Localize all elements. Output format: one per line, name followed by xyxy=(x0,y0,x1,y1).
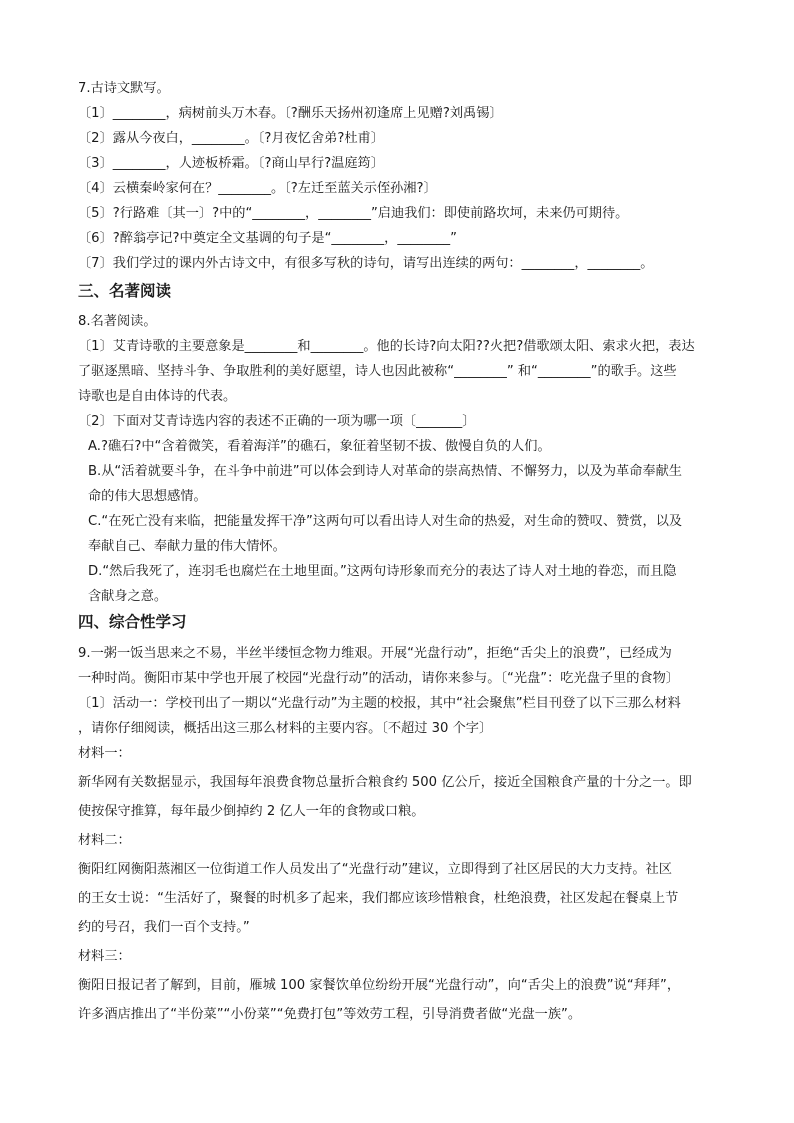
q8-option-a: A.?礁石?中“含着微笑，看着海洋”的礁石，象征着坚韧不拔、傲慢自负的人们。 xyxy=(88,439,551,454)
q8-part1-line: 〔1〕艾青诗歌的主要意象是________和________。他的长诗?向太阳??火把?借歌颂太阳、索求火把，表达 xyxy=(78,339,695,354)
q8-option-d-cont: 含献身之意。 xyxy=(88,589,168,604)
q8-option-c-cont: 奉献自己、奉献力量的伟大情怀。 xyxy=(88,539,286,554)
q8-option-d: D.“然后我死了，连羽毛也腐烂在土地里面。”这两句诗形象而充分的表达了诗人对土地的眷恋，而且隐 xyxy=(88,564,677,579)
material-1-text: 使按保守推算，每年最少倒掉约 2 亿人一年的食物或口粮。 xyxy=(78,804,425,819)
q7-item-2: 〔2〕露从今夜白，________。〔?月夜忆舍弟?杜甫〕 xyxy=(78,131,384,146)
q9-activity1-line: ，请你仔细阅读，概括出这三那么材料的主要内容。〔不超过 30 个字〕 xyxy=(78,721,493,736)
material-3-label: 材料三： xyxy=(78,949,131,964)
q9-intro-line: 一种时尚。衡阳市某中学也开展了校园“光盘行动”的活动，请你来参与。〔“光盘”：吃光盘子里的食物〕 xyxy=(78,671,679,686)
material-2-text: 衡阳红网衡阳蒸湘区一位街道工作人员发出了“光盘行动”建议，立即得到了社区居民的大力支持。社区 xyxy=(78,862,672,877)
material-2-text: 的王女士说：“生活好了，聚餐的时机多了起来，我们都应该珍惜粮食，杜绝浪费，社区发起在餐桌上节 xyxy=(78,891,679,906)
q7-item-6: 〔6〕?醉翁亭记?中奠定全文基调的句子是“________，________” xyxy=(78,231,457,246)
material-3-text: 许多酒店推出了“半份菜”“小份菜”“免费打包”等效劳工程，引导消费者做“光盘一族”。 xyxy=(78,1007,582,1022)
q7-item-7: 〔7〕我们学过的课内外古诗文中，有很多写秋的诗句，请写出连续的两句：________，________。 xyxy=(78,256,654,271)
q8-part1-line: 了驱逐黑暗、坚持斗争、争取胜利的美好愿望，诗人也因此被称“________” 和“________”的歌手。这些 xyxy=(78,364,677,379)
q7-title: 7.古诗文默写。 xyxy=(78,81,170,96)
q8-part2-prompt: 〔2〕下面对艾青诗选内容的表述不正确的一项为哪一项〔_______〕 xyxy=(78,414,476,429)
material-1-text: 新华网有关数据显示，我国每年浪费食物总量折合粮食约 500 亿公斤，接近全国粮食产量的十分之一。即 xyxy=(78,775,692,790)
q7-item-4: 〔4〕云横秦岭家何在？________。〔?左迁至蓝关示侄孙湘?〕 xyxy=(78,181,437,196)
section-4-heading: 四、综合性学习 xyxy=(78,613,187,631)
q8-title: 8.名著阅读。 xyxy=(78,314,157,329)
section-3-heading: 三、名著阅读 xyxy=(78,282,172,300)
q7-item-1: 〔1〕________，病树前头万木春。〔?酬乐天扬州初逢席上见赠?刘禹锡〕 xyxy=(78,106,503,121)
material-2-text: 约的号召，我们一百个支持。” xyxy=(78,920,250,935)
q7-item-3: 〔3〕________，人迹板桥霜。〔?商山早行?温庭筠〕 xyxy=(78,156,384,171)
q7-item-5: 〔5〕?行路难〔其一〕?中的“________，________”启迪我们：即使前路坎坷，未来仍可期待。 xyxy=(78,206,629,221)
q8-part1-line: 诗歌也是自由体诗的代表。 xyxy=(78,389,237,404)
material-1-label: 材料一： xyxy=(78,746,131,761)
q8-option-b: B.从“活着就要斗争，在斗争中前进”可以体会到诗人对革命的崇高热情、不懈努力，以及为革命奉献生 xyxy=(88,464,682,479)
q8-option-c: C.“在死亡没有来临，把能量发挥干净”这两句可以看出诗人对生命的热爱，对生命的赞叹、赞赏，以及 xyxy=(88,514,683,529)
q9-intro-line: 9.一粥一饭当思来之不易，半丝半缕恒念物力维艰。开展“光盘行动”，拒绝“舌尖上的浪费”，已经成为 xyxy=(78,646,672,661)
material-2-label: 材料二： xyxy=(78,833,131,848)
q8-option-b-cont: 命的伟大思想感情。 xyxy=(88,489,207,504)
q9-activity1-line: 〔1〕活动一：学校刊出了一期以“光盘行动”为主题的校报，其中“社会聚焦”栏目刊登了以下三那么材料 xyxy=(78,696,681,711)
material-3-text: 衡阳日报记者了解到，目前，雁城 100 家餐饮单位纷纷开展“光盘行动”，向“舌尖上的浪费”说“拜拜”， xyxy=(78,978,681,993)
